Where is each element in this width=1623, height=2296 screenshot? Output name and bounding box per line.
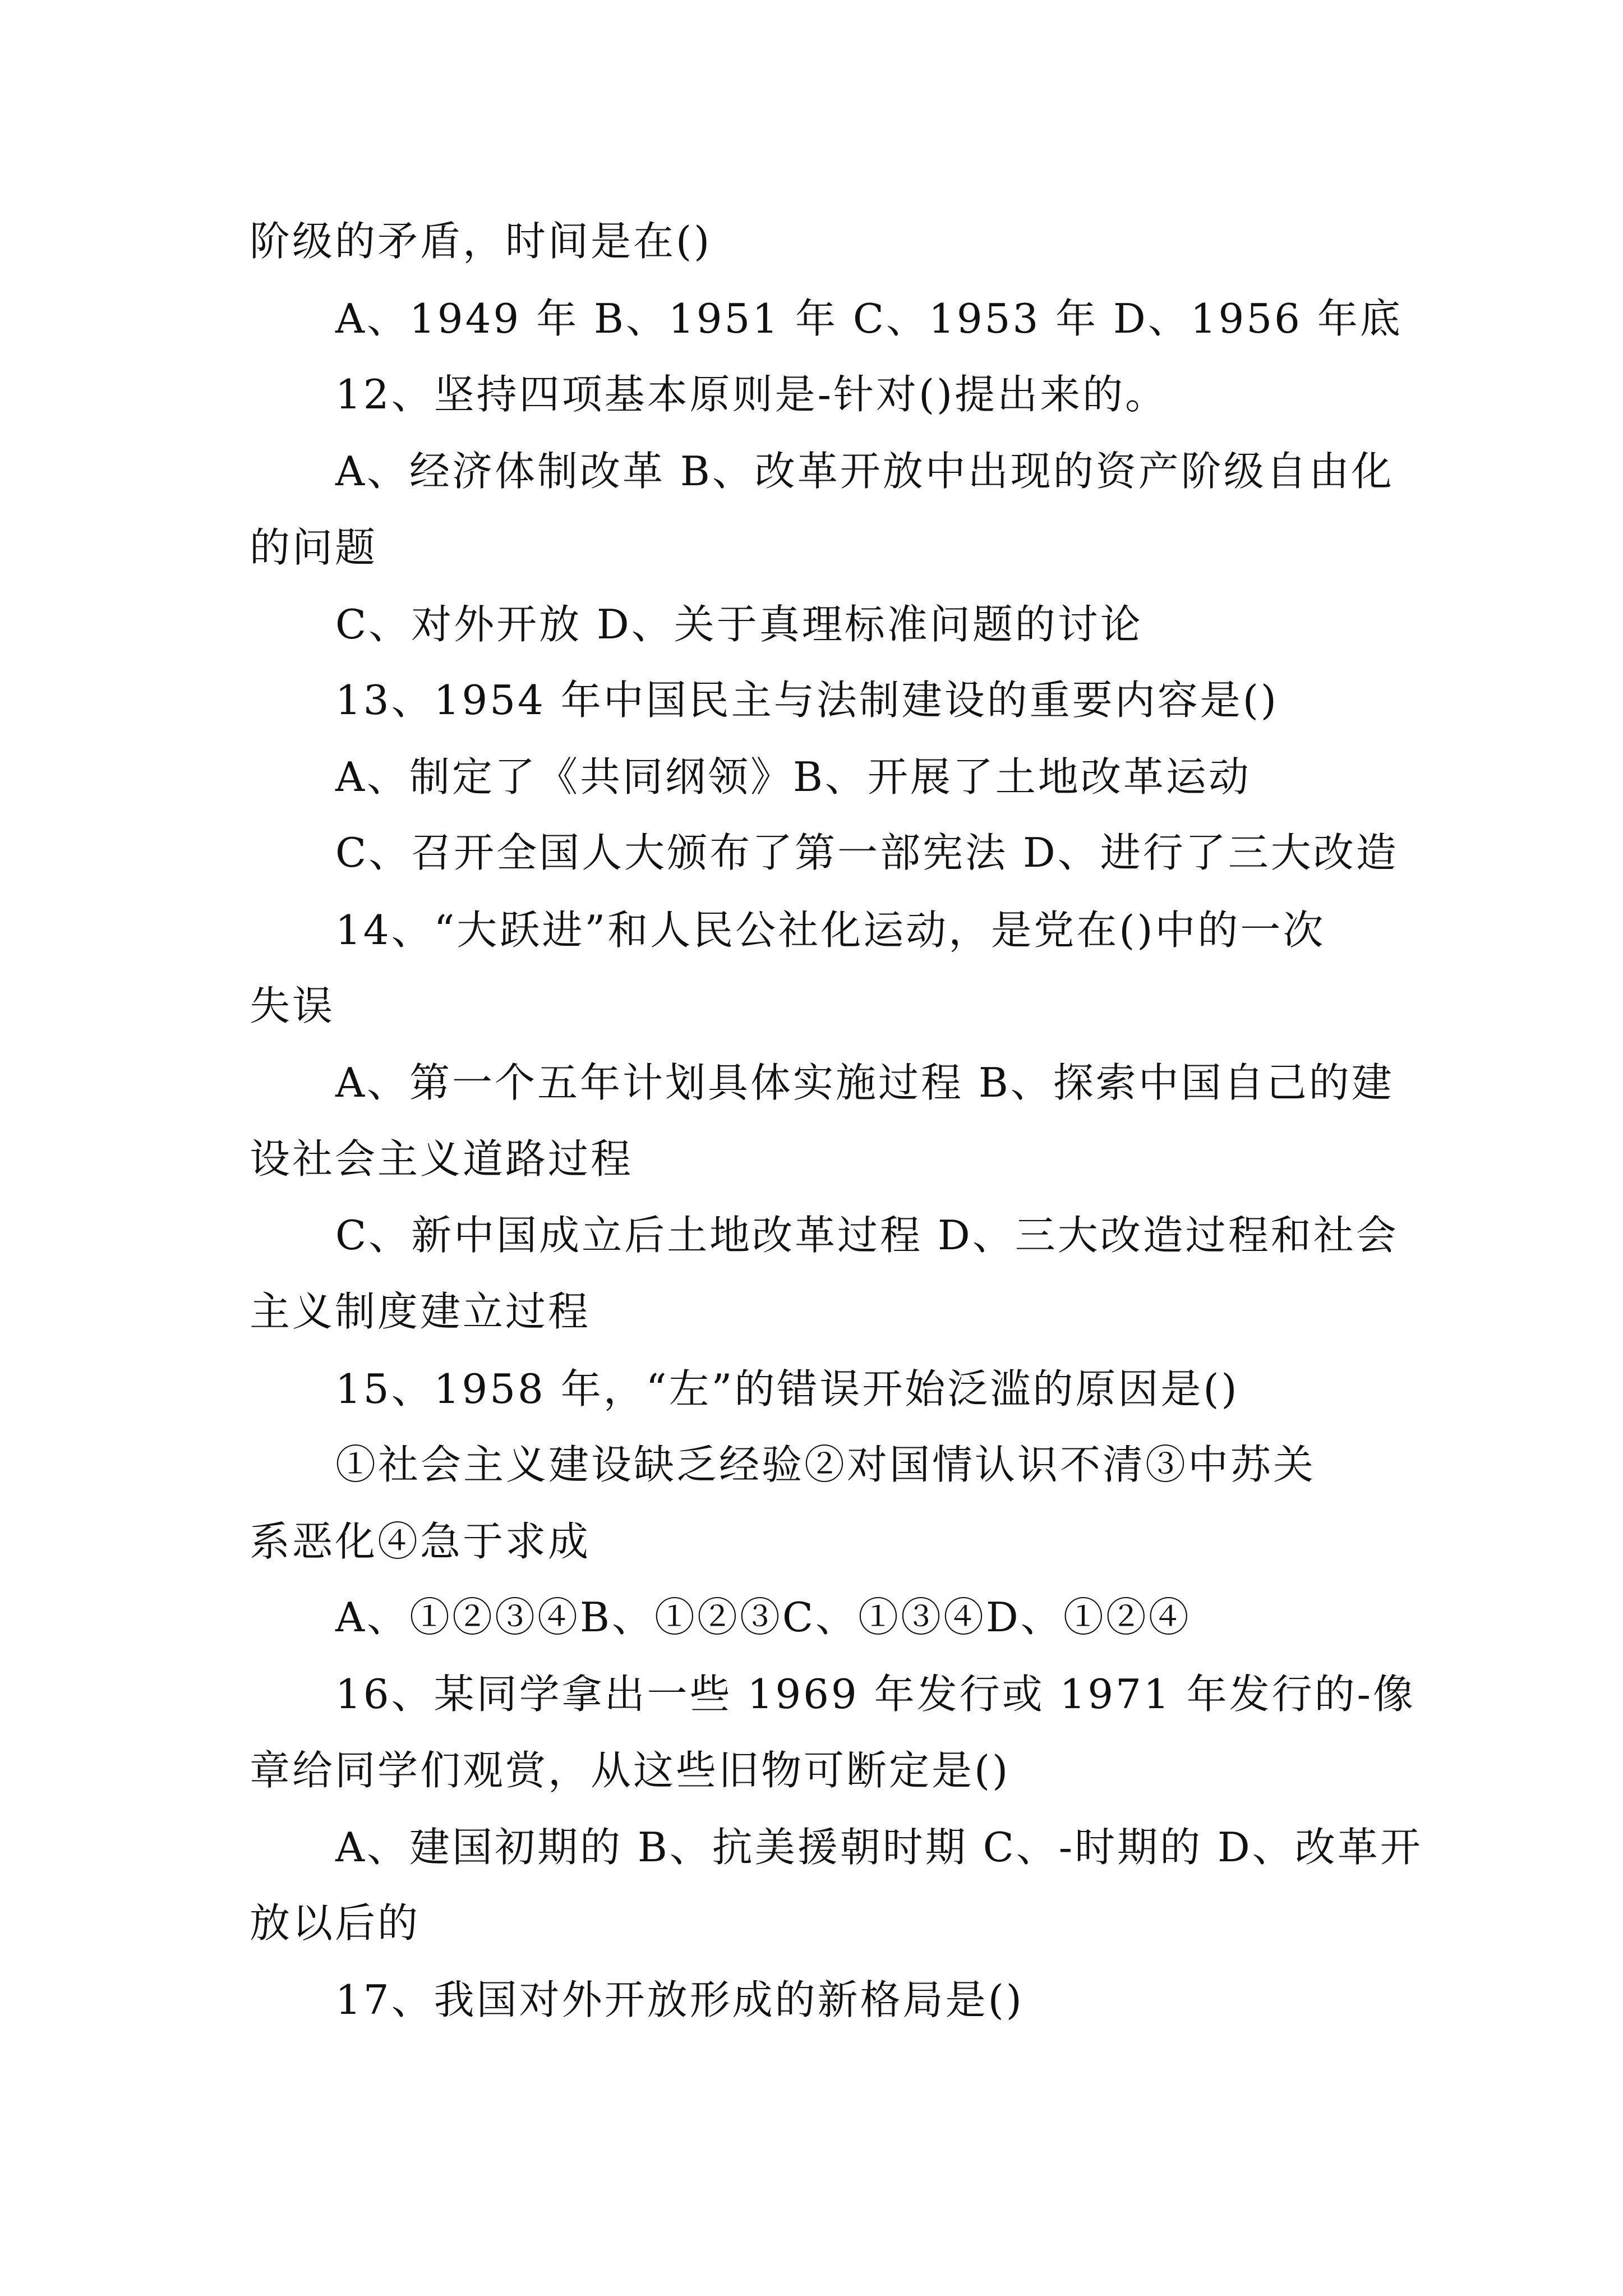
- text-line: C、新中国成立后土地改革过程 D、三大改造过程和社会: [335, 1212, 1399, 1259]
- text-line: 13、1954 年中国民主与法制建设的重要内容是(): [335, 677, 1279, 724]
- text-line: ①社会主义建设缺乏经验②对国情认识不清③中苏关: [335, 1441, 1316, 1488]
- text-line: 阶级的矛盾，时间是在(): [250, 218, 712, 265]
- text-line: A、制定了《共同纲领》B、开展了土地改革运动: [335, 753, 1251, 800]
- text-line: A、经济体制改革 B、改革开放中出现的资产阶级自由化: [335, 448, 1394, 495]
- text-line: 章给同学们观赏，从这些旧物可断定是(): [250, 1747, 1011, 1794]
- text-line: A、①②③④B、①②③C、①③④D、①②④: [335, 1594, 1191, 1641]
- text-line: 14、“大跃进”和人民公社化运动，是党在()中的一次: [335, 907, 1326, 954]
- text-line: A、第一个五年计划具体实施过程 B、探索中国自己的建: [335, 1059, 1394, 1106]
- text-line: 失误: [250, 982, 335, 1029]
- text-line: C、召开全国人大颁布了第一部宪法 D、进行了三大改造: [335, 829, 1399, 876]
- text-line: 系恶化④急于求成: [250, 1518, 591, 1565]
- text-line: A、1949 年 B、1951 年 C、1953 年 D、1956 年底: [335, 295, 1403, 342]
- text-line: 主义制度建立过程: [250, 1288, 591, 1335]
- text-line: C、对外开放 D、关于真理标准问题的讨论: [335, 601, 1143, 648]
- text-line: 17、我国对外开放形成的新格局是(): [335, 1976, 1024, 2023]
- text-line: A、建国初期的 B、抗美援朝时期 C、-时期的 D、改革开: [335, 1824, 1423, 1871]
- text-line: 12、坚持四项基本原则是-针对()提出来的。: [335, 371, 1168, 418]
- text-line: 16、某同学拿出一些 1969 年发行或 1971 年发行的-像: [335, 1671, 1415, 1718]
- text-line: 15、1958 年，“左”的错误开始泛滥的原因是(): [335, 1365, 1239, 1412]
- text-line: 放以后的: [250, 1899, 421, 1947]
- text-line: 设社会主义道路过程: [250, 1135, 634, 1182]
- text-line: 的问题: [250, 524, 378, 571]
